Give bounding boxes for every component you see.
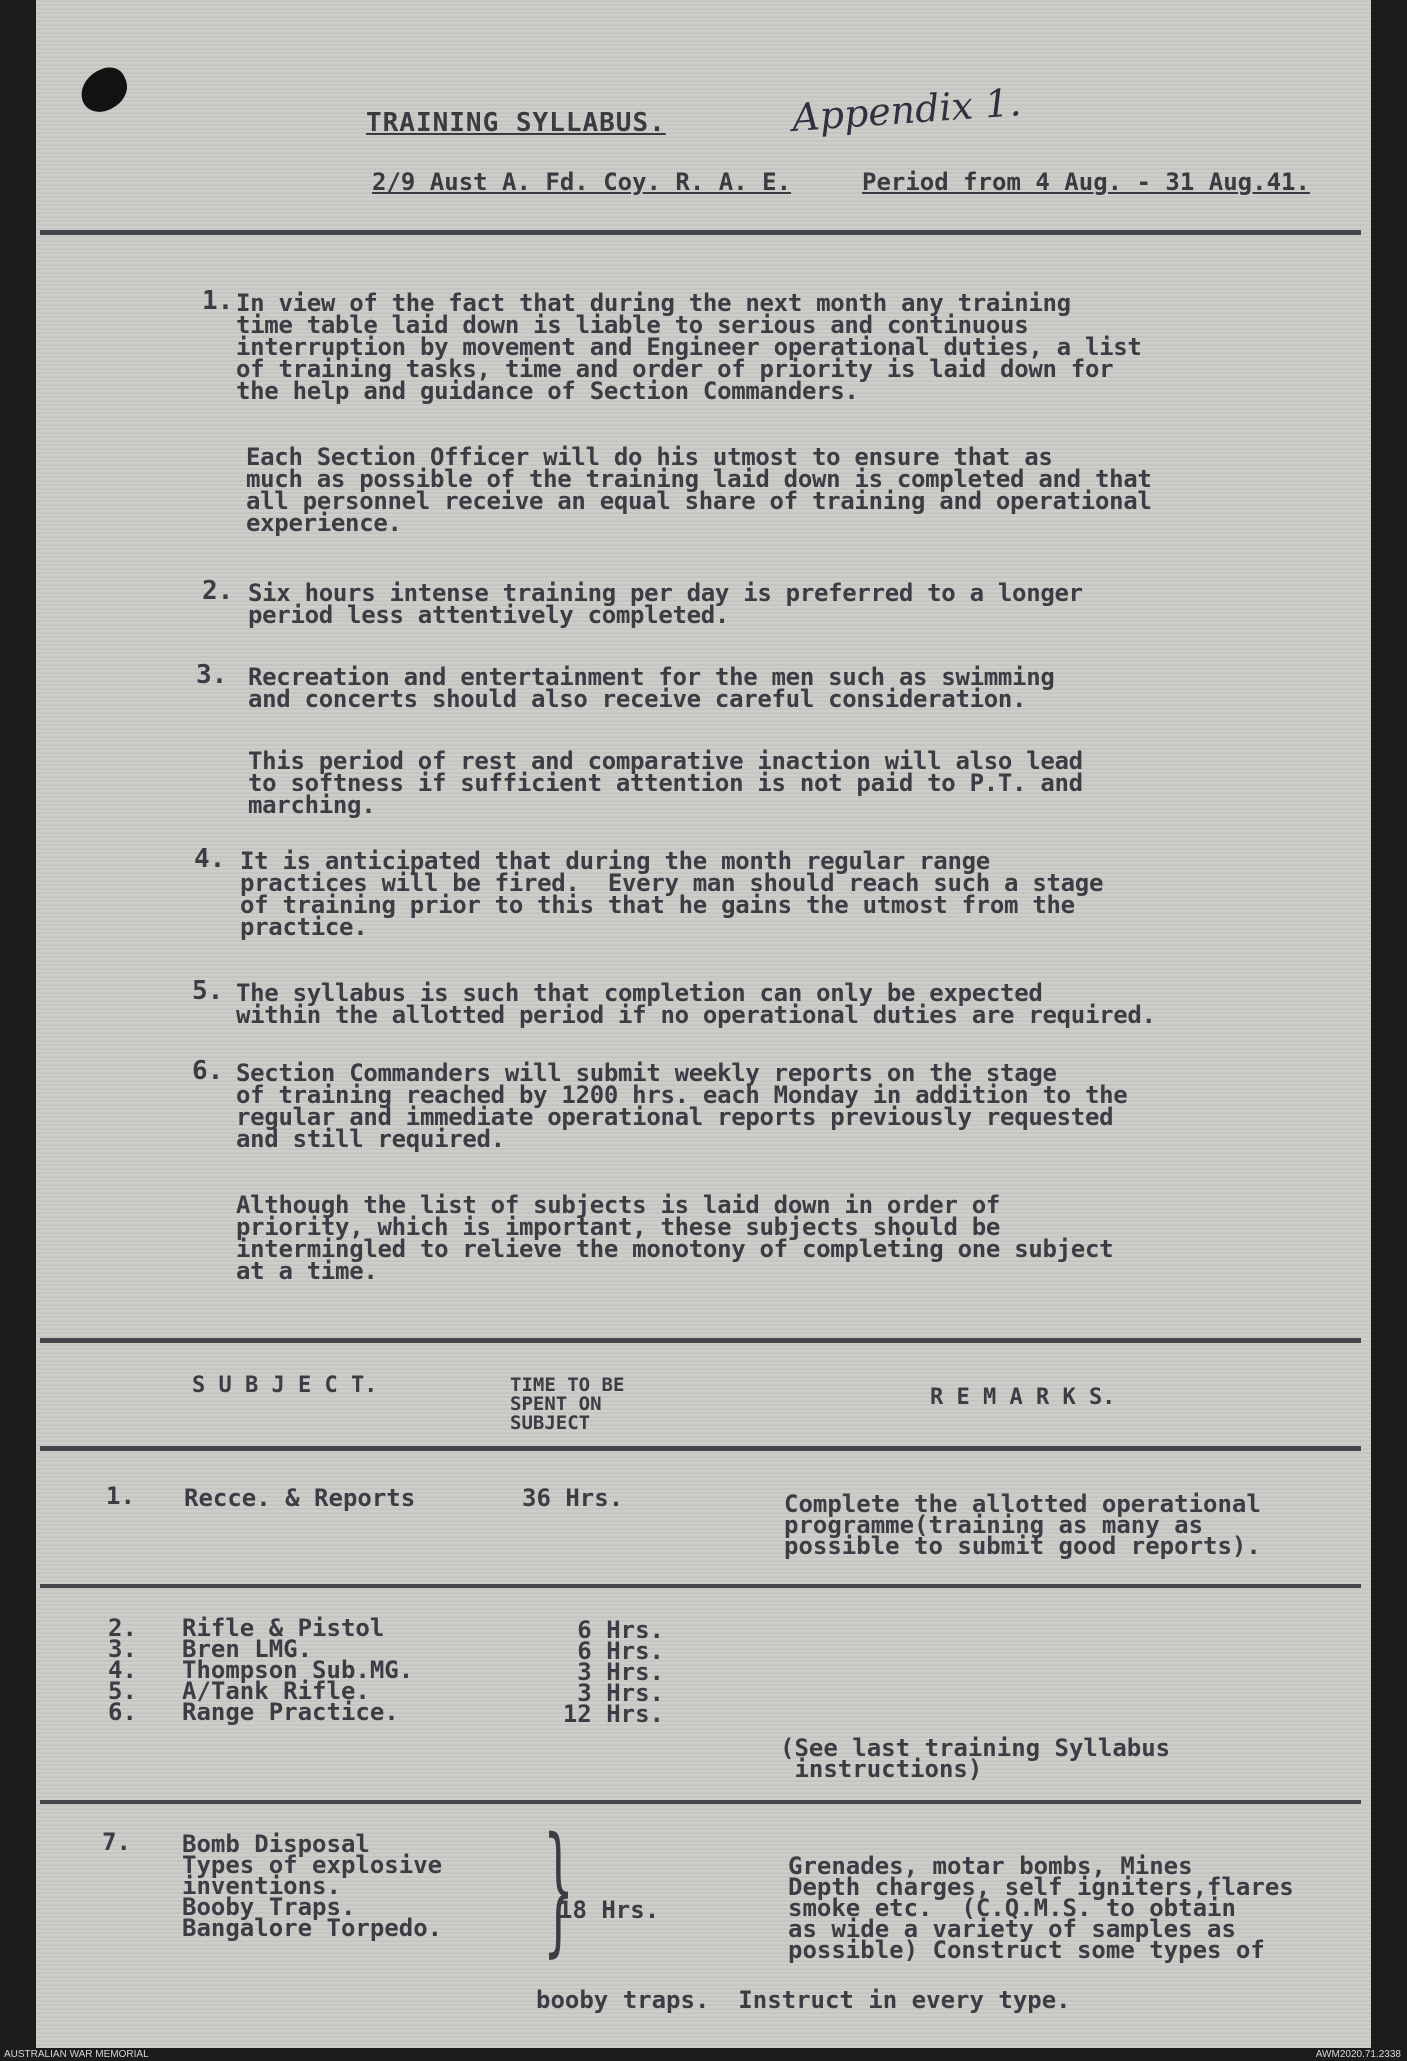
paragraph-text: It is anticipated that during the month regular range practices will be fired. Every man should reach such a stage of training prior to this that he gains the utmost from the practice. (240, 847, 1104, 941)
ink-blot (74, 62, 134, 119)
footer-reference: AWM2020.71.2338 (1315, 2049, 1401, 2060)
paragraph-text: This period of rest and comparative inaction will also lead to softness if sufficient attention is not paid to P.T. and marching. (248, 747, 1083, 819)
row-divider (40, 1800, 1361, 1804)
row-time: 36 Hrs. (522, 1484, 624, 1512)
brace-bracket: } (542, 1808, 575, 1971)
column-header-time: TIME TO BE SPENT ON SUBJECT (510, 1374, 625, 1434)
row-subject: Recce. & Reports (184, 1484, 416, 1512)
row-subject: Bomb Disposal Types of explosive inventions. Booby Traps. Bangalore Torpedo. (182, 1830, 443, 1942)
row-time: 6 Hrs. 6 Hrs. 3 Hrs. 3 Hrs. 12 Hrs. (562, 1616, 664, 1728)
paragraph-text: Each Section Officer will do his utmost to ensure that as much as possible of the training laid down is completed and that all personnel receive an equal share of training and operational experience. (246, 443, 1152, 537)
row-subject: Rifle & Pistol Bren LMG. Thompson Sub.MG. A/Tank Rifle. Range Practice. (182, 1614, 414, 1726)
paragraph-text: In view of the fact that during the next month any training time table laid down is liable to serious and continuous interruption by movement and Engineer operational duties, a list of training tasks, time and order of priority is laid down for the help and guidance of Section Commanders. (236, 289, 1142, 405)
row-number: 1. (106, 1482, 135, 1510)
paragraph-text: Recreation and entertainment for the men such as swimming and concerts should also receive careful consideration. (248, 663, 1055, 713)
header-divider (40, 230, 1361, 235)
paragraph-number: 6. (192, 1056, 224, 1086)
column-header-remarks: R E M A R K S. (930, 1385, 1116, 1410)
table-top-rule (40, 1338, 1361, 1343)
paragraph-text: The syllabus is such that completion can only be expected within the allotted period if no operational duties are required. (236, 979, 1156, 1029)
table-header-rule (40, 1446, 1361, 1451)
row-divider (40, 1584, 1361, 1588)
paragraph-text: Section Commanders will submit weekly reports on the stage of training reached by 1200 hrs. each Monday in addition to the regular and immediate operational reports previously requested and still required. (236, 1059, 1128, 1153)
paragraph-number: 1. (202, 286, 234, 316)
row-number: 2. 3. 4. 5. 6. (108, 1614, 137, 1726)
paragraph-number: 4. (194, 844, 226, 874)
row-time: 18 Hrs. (558, 1896, 660, 1924)
row-remarks: Complete the allotted operational programme(training as many as possible to submit good reports). (784, 1490, 1261, 1560)
paragraph-text: Six hours intense training per day is preferred to a longer period less attentively completed. (248, 579, 1083, 629)
document-page (36, 0, 1371, 2048)
row-remarks: (See last training Syllabus instructions) (780, 1734, 1171, 1783)
paragraph-text: Although the list of subjects is laid down in order of priority, which is important, these subjects should be intermingled to relieve the monotony of completing one subject at a time. (236, 1191, 1114, 1285)
row-number: 7. (102, 1828, 131, 1856)
column-header-subject: S U B J E C T. (192, 1373, 378, 1398)
paragraph-number: 3. (196, 660, 228, 690)
row-remarks: Grenades, motar bombs, Mines Depth charges, self igniters,flares smoke etc. (C.Q.M.S. to obtain as wide a variety of samples as possible) Construct some types of (788, 1852, 1294, 1964)
unit-name: 2/9 Aust A. Fd. Coy. R. A. E. (372, 168, 792, 196)
appendix-handwritten-note: Appendix 1. (790, 80, 1023, 140)
document-title: TRAINING SYLLABUS. (366, 108, 666, 138)
paragraph-number: 5. (192, 976, 224, 1006)
period-range: Period from 4 Aug. - 31 Aug.41. (862, 168, 1310, 196)
row-remarks-continued: booby traps. Instruct in every type. (536, 1986, 1071, 2014)
paragraph-number: 2. (202, 576, 234, 606)
footer-bar (0, 2048, 1407, 2061)
footer-credit: AUSTRALIAN WAR MEMORIAL (4, 2049, 149, 2060)
